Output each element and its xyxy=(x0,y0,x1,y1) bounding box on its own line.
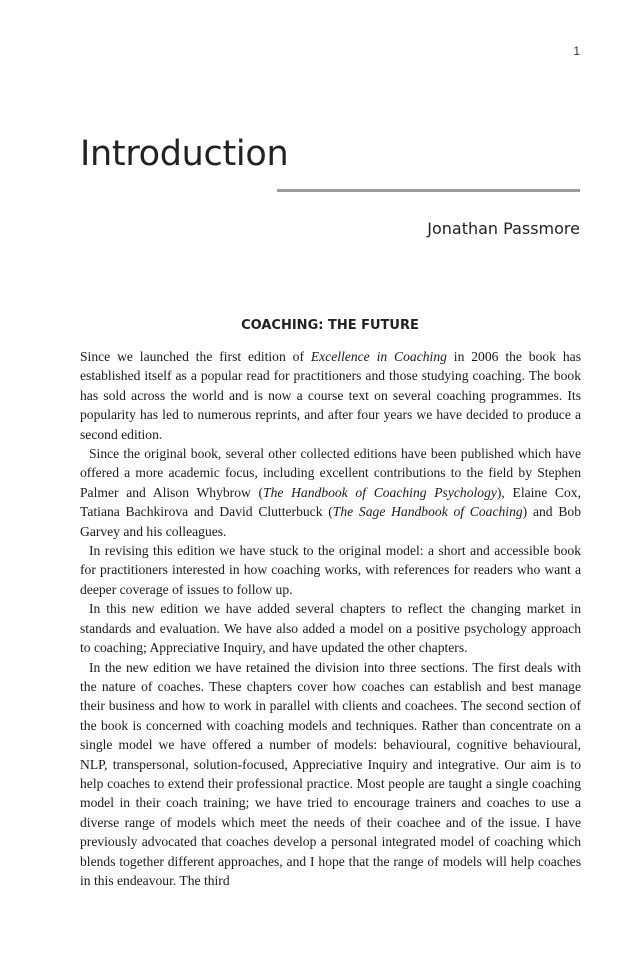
author-name: Jonathan Passmore xyxy=(427,219,580,238)
paragraph-2-text-a: Since the original book, several other collected editions have been published which have offered a more academic focus, including excellent contributions to the field by Stephen Palmer and Alison Whybrow ( xyxy=(80,446,581,500)
body-text xyxy=(80,347,581,890)
page-number: 1 xyxy=(573,44,580,58)
book-title-excellence-in-coaching: Excellence in Coaching xyxy=(310,349,447,364)
section-heading: COACHING: THE FUTURE xyxy=(241,318,419,333)
chapter-title: Introduction xyxy=(80,134,289,174)
paragraph-2 xyxy=(80,444,581,541)
paragraph-3: In revising this edition we have stuck to the original model: a short and accessible book for practitioners interested in how coaching works, with references for readers who want a deeper coverage of issues to follow up. xyxy=(80,543,581,597)
book-title-handbook-of-coaching-psychology: The Handbook of Coaching Psychology xyxy=(263,484,497,500)
title-rule xyxy=(277,189,580,192)
paragraph-2-text-e: ) and Bob Garvey and his colleagues. xyxy=(80,504,581,539)
paragraph-1-text-a: Since we launched the first edition of xyxy=(80,349,311,364)
paragraph-5: In the new edition we have retained the division into three sections. The first deals with the nature of coaches. These chapters cover how coaches can establish and best manage their business and how to work in parallel with clients and coachees. The second section of the book is concerned with coaching models and techniques. Rather than concentrate on a single model we have offered a number of models: behavioural, cognitive behavioural, NLP, transpersonal, solution-focused, Appreciative Inquiry and integrative. Our aim is to help coaches to extend their professional practice. Most people are taught a single coaching model in their coach training; we have tried to encourage trainers and coaches to use a diverse range of models which meet the needs of their coachee and of the issue. I have previously advocated that coaches develop a personal integrated model of coaching which blends together different approaches, and I hope that the range of models will help coaches in this endeavour. The third xyxy=(80,659,581,888)
paragraph-2-text-c: ), Elaine Cox, Tatiana Bachkirova and David Clutterbuck ( xyxy=(80,484,581,520)
paragraph-4: In this new edition we have added several chapters to reflect the changing market in standards and evaluation. We have also added a model on a positive psychology approach to coaching; Appreciative Inquiry, and have updated the other chapters. xyxy=(80,601,581,656)
book-title-sage-handbook-of-coaching: The Sage Handbook of Coaching xyxy=(332,504,523,520)
paragraph-1 xyxy=(80,347,581,444)
paragraph-1-text-c: in 2006 the book has established itself as a popular read for practitioners and those studying coaching. The book has sold across the world and is now a course text on several coaching programmes. Its popularity has led to numerous reprints, and after four years we have decided to produce a second edition. xyxy=(80,349,581,442)
